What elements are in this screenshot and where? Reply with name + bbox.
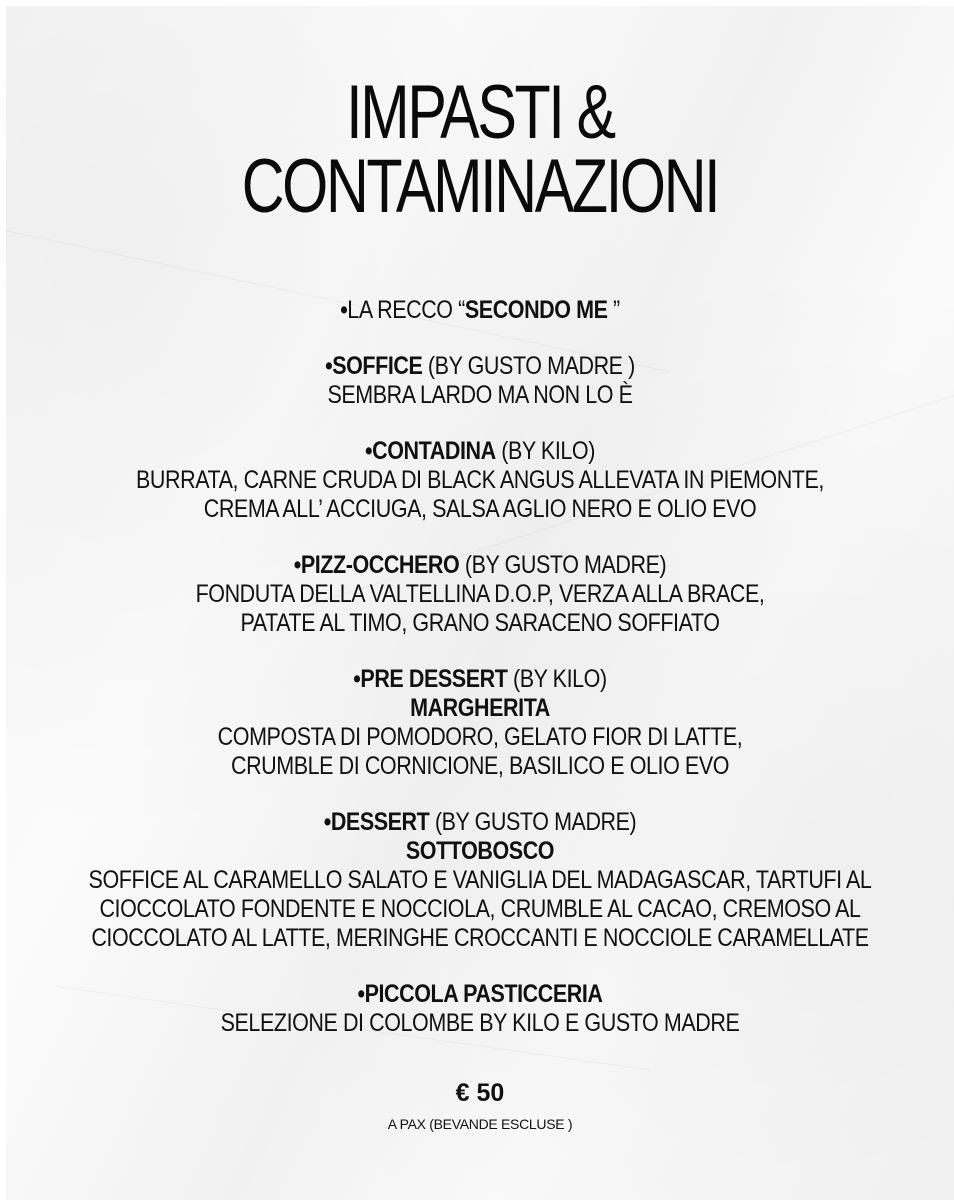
menu-item bbox=[6, 551, 954, 638]
bullet: • bbox=[365, 437, 373, 465]
item-name: PICCOLA PASTICCERIA bbox=[364, 980, 603, 1008]
item-name: PRE DESSERT bbox=[360, 665, 508, 693]
item-tag: (BY KILO) bbox=[495, 437, 595, 465]
item-name: SECONDO ME bbox=[464, 296, 608, 324]
menu-title bbox=[110, 70, 849, 229]
quote-close: ” bbox=[607, 296, 620, 324]
item-tag: (BY GUSTO MADRE) bbox=[459, 551, 667, 579]
menu-item bbox=[6, 352, 954, 410]
bullet: • bbox=[340, 296, 348, 324]
item-subtitle: MARGHERITA bbox=[410, 694, 550, 722]
menu-item bbox=[6, 980, 954, 1038]
title-line-2: CONTAMINAZIONI bbox=[241, 144, 719, 229]
menu-item bbox=[6, 437, 954, 524]
menu-item bbox=[6, 296, 954, 325]
item-name: PIZZ-OCCHERO bbox=[300, 551, 460, 579]
bullet: • bbox=[325, 352, 333, 380]
item-description-line: PATATE AL TIMO, GRANO SARACENO SOFFIATO bbox=[240, 609, 720, 637]
item-subtitle: SOTTOBOSCO bbox=[405, 837, 555, 865]
item-description-line: COMPOSTA DI POMODORO, GELATO FIOR DI LATTE, bbox=[217, 723, 743, 751]
item-name: DESSERT bbox=[330, 808, 430, 836]
menu-item-header bbox=[72, 665, 887, 694]
item-name: SOFFICE bbox=[332, 352, 423, 380]
item-description-line: SEMBRA LARDO MA NON LO È bbox=[327, 381, 633, 409]
menu-item-header bbox=[72, 980, 887, 1009]
price: € 50 bbox=[455, 1079, 505, 1107]
menu-item-header bbox=[72, 352, 887, 381]
item-tag: (BY GUSTO MADRE) bbox=[429, 808, 637, 836]
item-description-line: SELEZIONE DI COLOMBE BY KILO E GUSTO MADRE bbox=[220, 1009, 740, 1037]
menu-item bbox=[6, 808, 954, 953]
item-description-line: CIOCCOLATO AL LATTE, MERINGHE CROCCANTI E NOCCIOLE CARAMELLATE bbox=[91, 924, 869, 952]
bullet: • bbox=[323, 808, 331, 836]
item-prefix: LA RECCO bbox=[347, 296, 459, 324]
menu-item-header bbox=[72, 808, 887, 837]
item-tag: (BY GUSTO MADRE ) bbox=[422, 352, 635, 380]
bullet: • bbox=[357, 980, 365, 1008]
bullet: • bbox=[353, 665, 361, 693]
menu-item-header bbox=[72, 437, 887, 466]
item-description-line: CREMA ALL’ ACCIUGA, SALSA AGLIO NERO E OLIO EVO bbox=[203, 495, 757, 523]
item-description-line: SOFFICE AL CARAMELLO SALATO E VANIGLIA DEL MADAGASCAR, TARTUFI AL bbox=[88, 866, 872, 894]
item-tag: (BY KILO) bbox=[507, 665, 607, 693]
item-description-line: CRUMBLE DI CORNICIONE, BASILICO E OLIO EVO bbox=[230, 752, 730, 780]
menu-item-header bbox=[72, 296, 887, 325]
menu-paper bbox=[6, 6, 954, 1200]
menu-item bbox=[6, 665, 954, 781]
menu-item-header bbox=[72, 551, 887, 580]
item-description-line: CIOCCOLATO FONDENTE E NOCCIOLA, CRUMBLE AL CACAO, CREMOSO AL bbox=[99, 895, 861, 923]
bullet: • bbox=[293, 551, 301, 579]
price-note: A PAX (BEVANDE ESCLUSE ) bbox=[387, 1116, 573, 1132]
item-description-line: BURRATA, CARNE CRUDA DI BLACK ANGUS ALLEVATA IN PIEMONTE, bbox=[136, 466, 824, 494]
item-description-line: FONDUTA DELLA VALTELLINA D.O.P, VERZA ALLA BRACE, bbox=[195, 580, 765, 608]
item-name: CONTADINA bbox=[372, 437, 496, 465]
quote-open: “ bbox=[458, 296, 465, 324]
menu-items bbox=[6, 296, 954, 1065]
title-line-1: IMPASTI & bbox=[346, 70, 614, 155]
